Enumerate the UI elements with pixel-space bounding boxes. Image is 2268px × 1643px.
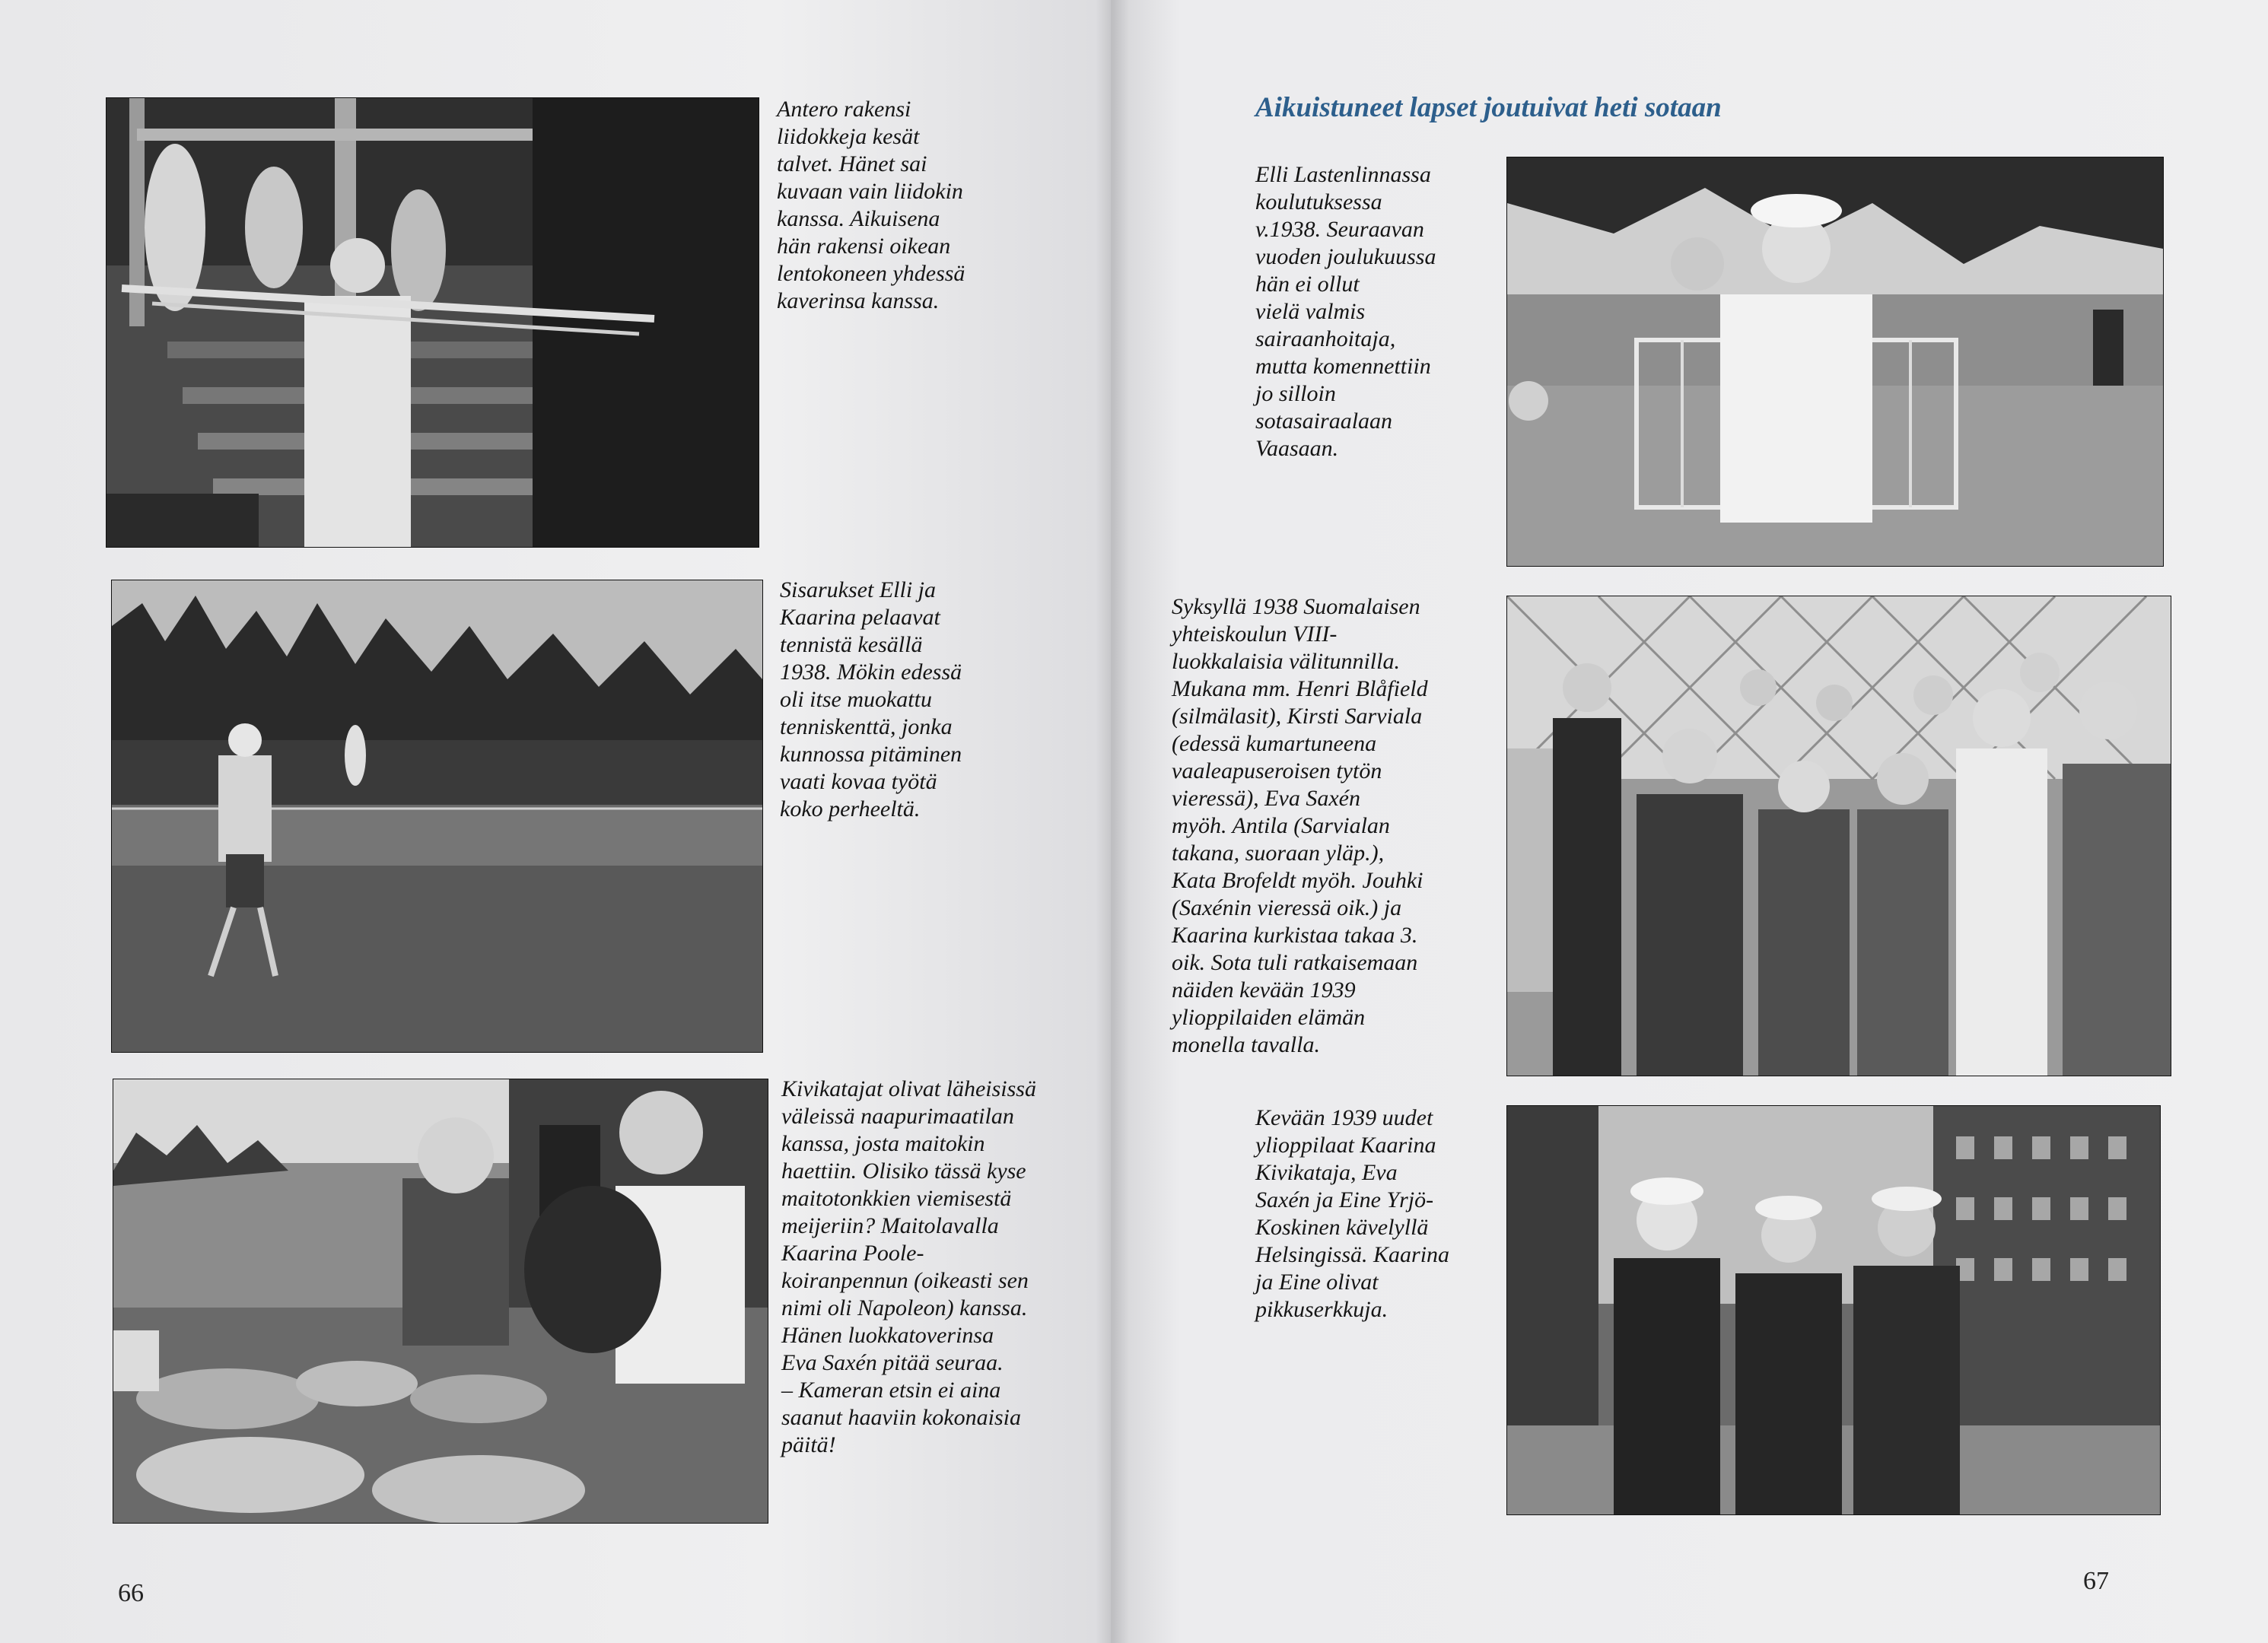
page-number-right: 67 [2083, 1567, 2109, 1595]
photo-class [1506, 596, 2171, 1076]
photo-glider [106, 97, 759, 548]
photo-nurse [1506, 157, 2164, 567]
caption-graduates: Kevään 1939 uudet ylioppilaat Kaarina Kivikataja, Eva Saxén ja Eine Yrjö- Koskinen kävelyllä Helsingissä. Kaarina ja Eine olivat pikkuserkkuja. [1255, 1105, 1450, 1322]
caption-milk: Kivikatajat olivat läheisissä väleissä naapurimaatilan kanssa, josta maitokin haettiin. Olisiko tässä kyse maitotonkkien viemisestä meijeriin? Maitolavalla Kaarina Poole- koiranpennun (oikeasti sen nimi oli Napoleon) kanssa. Hänen luokkatoverinsa Eva Saxén pitää seuraa. – Kameran etsin ei aina saanut haaviin kokonaisia päitä! [781, 1076, 1036, 1457]
caption-glider: Antero rakensi liidokkeja kesät talvet. Hänet sai kuvaan vain liidokin kanssa. Aikuisena hän rakensi oikean lentokoneen yhdessä kaverinsa kanssa. [777, 97, 965, 313]
left-page [0, 0, 1111, 1643]
caption-class: Syksyllä 1938 Suomalaisen yhteiskoulun VIII- luokkalaisia välitunnilla. Mukana mm. Henri Blåfield (silmälasit), Kirsti Sarviala (edessä kumartuneena vaaleapuseroisen tytön vieressä), Eva Saxén myöh. Antila (Sarvialan takana, suoraan yläp.), Kata Brofeldt myöh. Jouhki (Saxénin vieressä oik.) ja Kaarina kurkistaa takaa 3. oik. Sota tuli ratkaisemaan näiden kevään 1939 ylioppilaiden elämän monella tavalla. [1172, 594, 1428, 1057]
page-heading: Aikuistuneet lapset joutuivat heti sotaan [1255, 92, 1722, 123]
photo-milk [113, 1079, 768, 1524]
book-gutter [1096, 0, 1129, 1643]
photo-tennis [111, 580, 763, 1053]
right-page [1111, 0, 2268, 1643]
caption-tennis: Sisarukset Elli ja Kaarina pelaavat tennistä kesällä 1938. Mökin edessä oli itse muokattu tenniskenttä, jonka kunnossa pitäminen vaati kovaa työtä koko perheeltä. [780, 577, 962, 822]
page-number-left: 66 [118, 1579, 144, 1607]
caption-nurse: Elli Lastenlinnassa koulutuksessa v.1938. Seuraavan vuoden joulukuussa hän ei ollut vielä valmis sairaanhoitaja, mutta komennettiin jo silloin sotasairaalaan Vaasaan. [1255, 162, 1436, 461]
photo-graduates [1506, 1105, 2161, 1515]
